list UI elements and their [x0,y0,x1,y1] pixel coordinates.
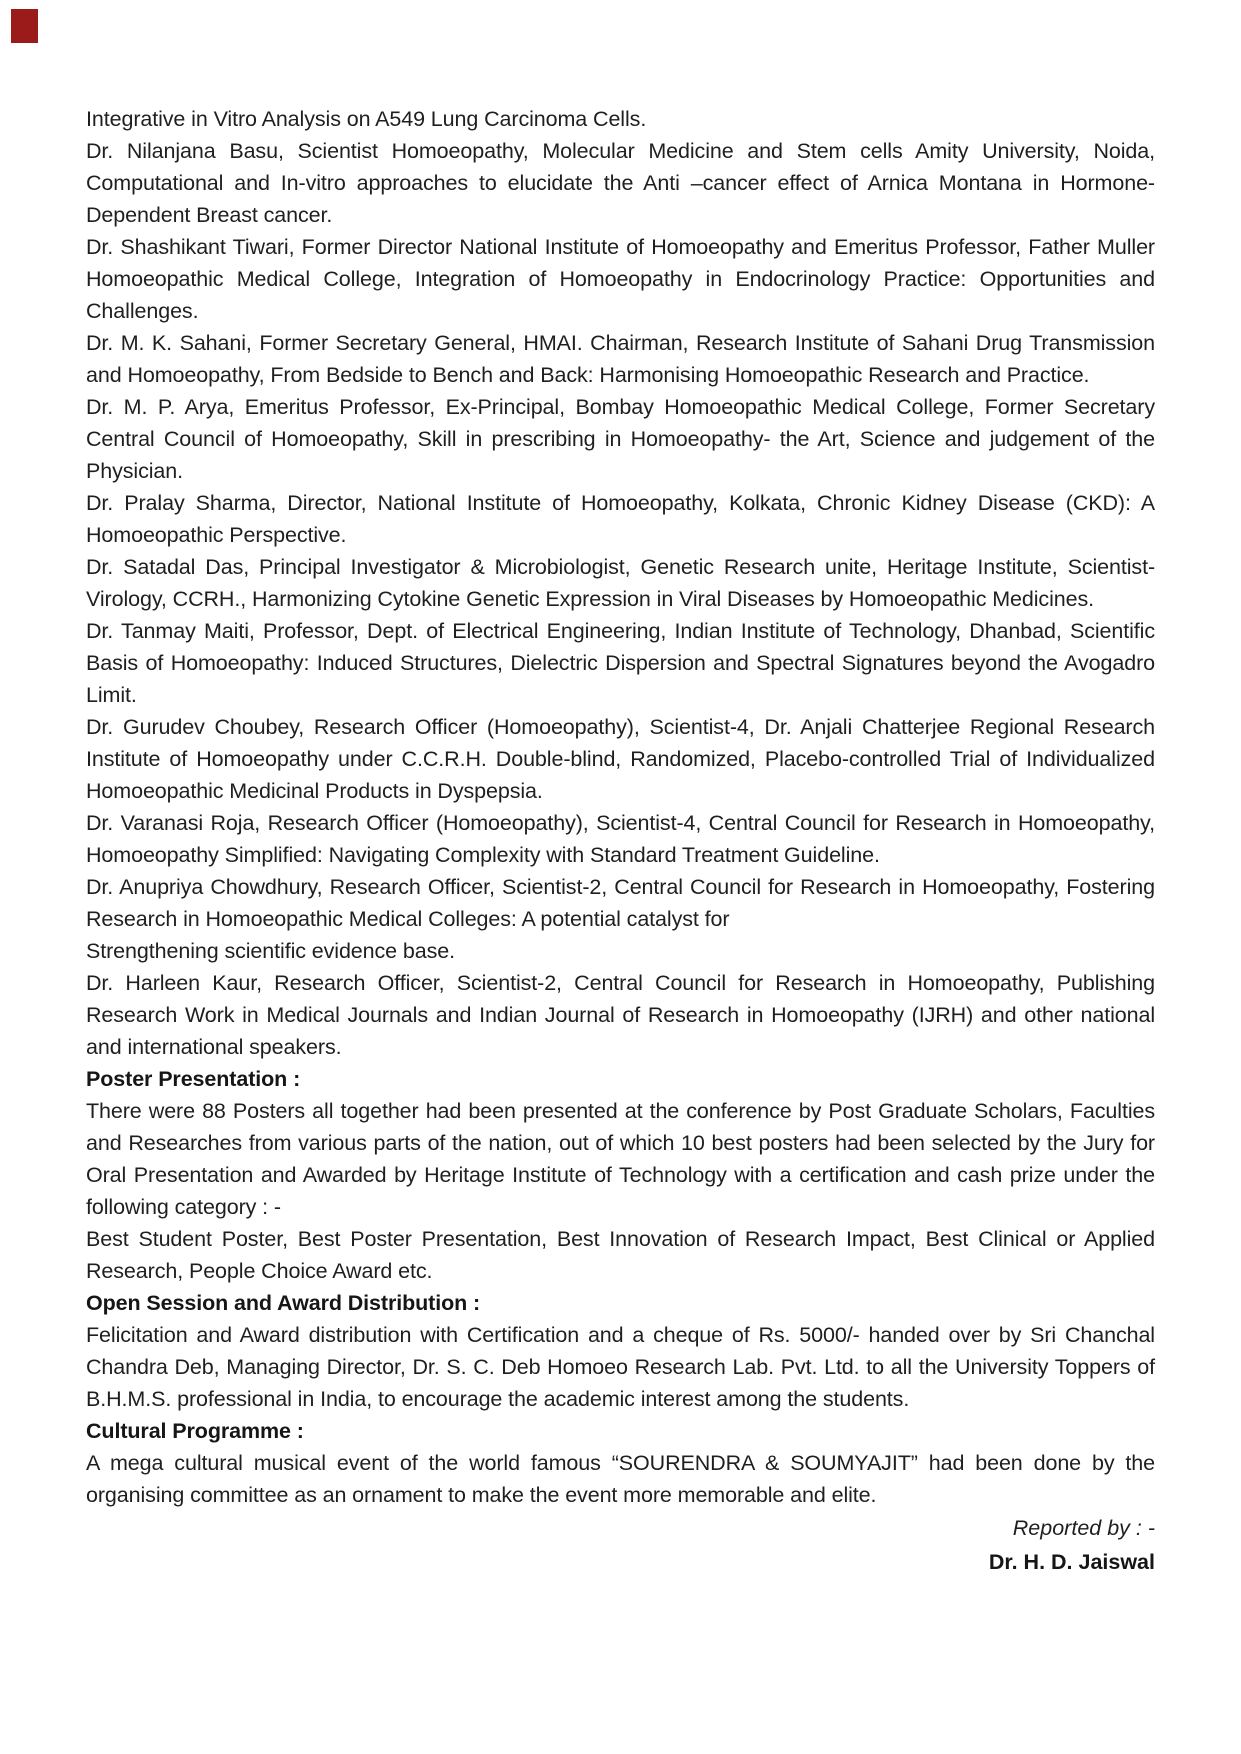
paragraph: Felicitation and Award distribution with Certification and a cheque of Rs. 5000/- handed over by Sri Chanchal Chandra Deb, Managing Director, Dr. S. C. Deb Homoeo Research Lab. Pvt. Ltd. to all the University Toppers of B.H.M.S. professional in India, to encourage the academic interest among the students. [86,1323,1155,1411]
section-heading: Cultural Programme : [86,1419,304,1443]
paragraph: Dr. Shashikant Tiwari, Former Director National Institute of Homoeopathy and Emeritus Professor, Father Muller Homoeopathic Medical College, Integration of Homoeopathy in Endocrinology Practice: Opportunities and Challenges. [86,235,1155,323]
paragraph: Dr. Tanmay Maiti, Professor, Dept. of Electrical Engineering, Indian Institute of Technology, Dhanbad, Scientific Basis of Homoeopathy: Induced Structures, Dielectric Dispersion and Spectral Signatures beyond the Avogadro Limit. [86,619,1155,707]
paragraph: There were 88 Posters all together had been presented at the conference by Post Graduate Scholars, Faculties and Researches from various parts of the nation, out of which 10 best posters had been selected by the Jury for Oral Presentation and Awarded by Heritage Institute of Technology with a certification and cash prize under the following category : - [86,1099,1155,1219]
reporter-name: Dr. H. D. Jaiswal [988,1550,1155,1574]
paragraph: Dr. M. K. Sahani, Former Secretary General, HMAI. Chairman, Research Institute of Sahani Drug Transmission and Homoeopathy, From Bedside to Bench and Back: Harmonising Homoeopathic Research and Practice. [86,331,1155,387]
paragraph: Integrative in Vitro Analysis on A549 Lung Carcinoma Cells. [86,107,647,131]
document-body [86,103,1155,1579]
paragraph: Dr. Nilanjana Basu, Scientist Homoeopathy, Molecular Medicine and Stem cells Amity University, Noida, Computational and In-vitro approaches to elucidate the Anti –cancer effect of Arnica Montana in Hormone-Dependent Breast cancer. [86,139,1155,227]
signature-block [86,1511,1155,1579]
paragraph: Dr. Varanasi Roja, Research Officer (Homoeopathy), Scientist-4, Central Council for Research in Homoeopathy, Homoeopathy Simplified: Navigating Complexity with Standard Treatment Guideline. [86,811,1155,867]
reported-by-label: Reported by : - [1012,1516,1155,1540]
paragraph: A mega cultural musical event of the world famous “SOURENDRA & SOUMYAJIT” had been done by the organising committee as an ornament to make the event more memorable and elite. [86,1451,1155,1507]
paragraph: Strengthening scientific evidence base. [86,939,456,963]
paragraph: Dr. Pralay Sharma, Director, National Institute of Homoeopathy, Kolkata, Chronic Kidney Disease (CKD): A Homoeopathic Perspective. [86,491,1155,547]
paragraph: Dr. M. P. Arya, Emeritus Professor, Ex-Principal, Bombay Homoeopathic Medical College, Former Secretary Central Council of Homoeopathy, Skill in prescribing in Homoeopathy- the Art, Science and judgement of the Physician. [86,395,1155,483]
paragraph: Dr. Harleen Kaur, Research Officer, Scientist-2, Central Council for Research in Homoeopathy, Publishing Research Work in Medical Journals and Indian Journal of Research in Homoeopathy (IJRH) and other national and international speakers. [86,971,1155,1059]
paragraph: Best Student Poster, Best Poster Presentation, Best Innovation of Research Impact, Best Clinical or Applied Research, People Choice Award etc. [86,1227,1155,1283]
paragraph: Dr. Gurudev Choubey, Research Officer (Homoeopathy), Scientist-4, Dr. Anjali Chatterjee Regional Research Institute of Homoeopathy under C.C.R.H. Double-blind, Randomized, Placebo-controlled Trial of Individualized Homoeopathic Medicinal Products in Dyspepsia. [86,715,1155,803]
section-heading: Poster Presentation : [86,1067,301,1091]
section-heading: Open Session and Award Distribution : [86,1291,481,1315]
paragraph: Dr. Satadal Das, Principal Investigator & Microbiologist, Genetic Research unite, Heritage Institute, Scientist- Virology, CCRH., Harmonizing Cytokine Genetic Expression in Viral Diseases by Homoeopathic Medicines. [86,555,1155,611]
paragraph: Dr. Anupriya Chowdhury, Research Officer, Scientist-2, Central Council for Research in Homoeopathy, Fostering Research in Homoeopathic Medical Colleges: A potential catalyst for [86,875,1155,931]
red-corner-mark [11,9,38,43]
